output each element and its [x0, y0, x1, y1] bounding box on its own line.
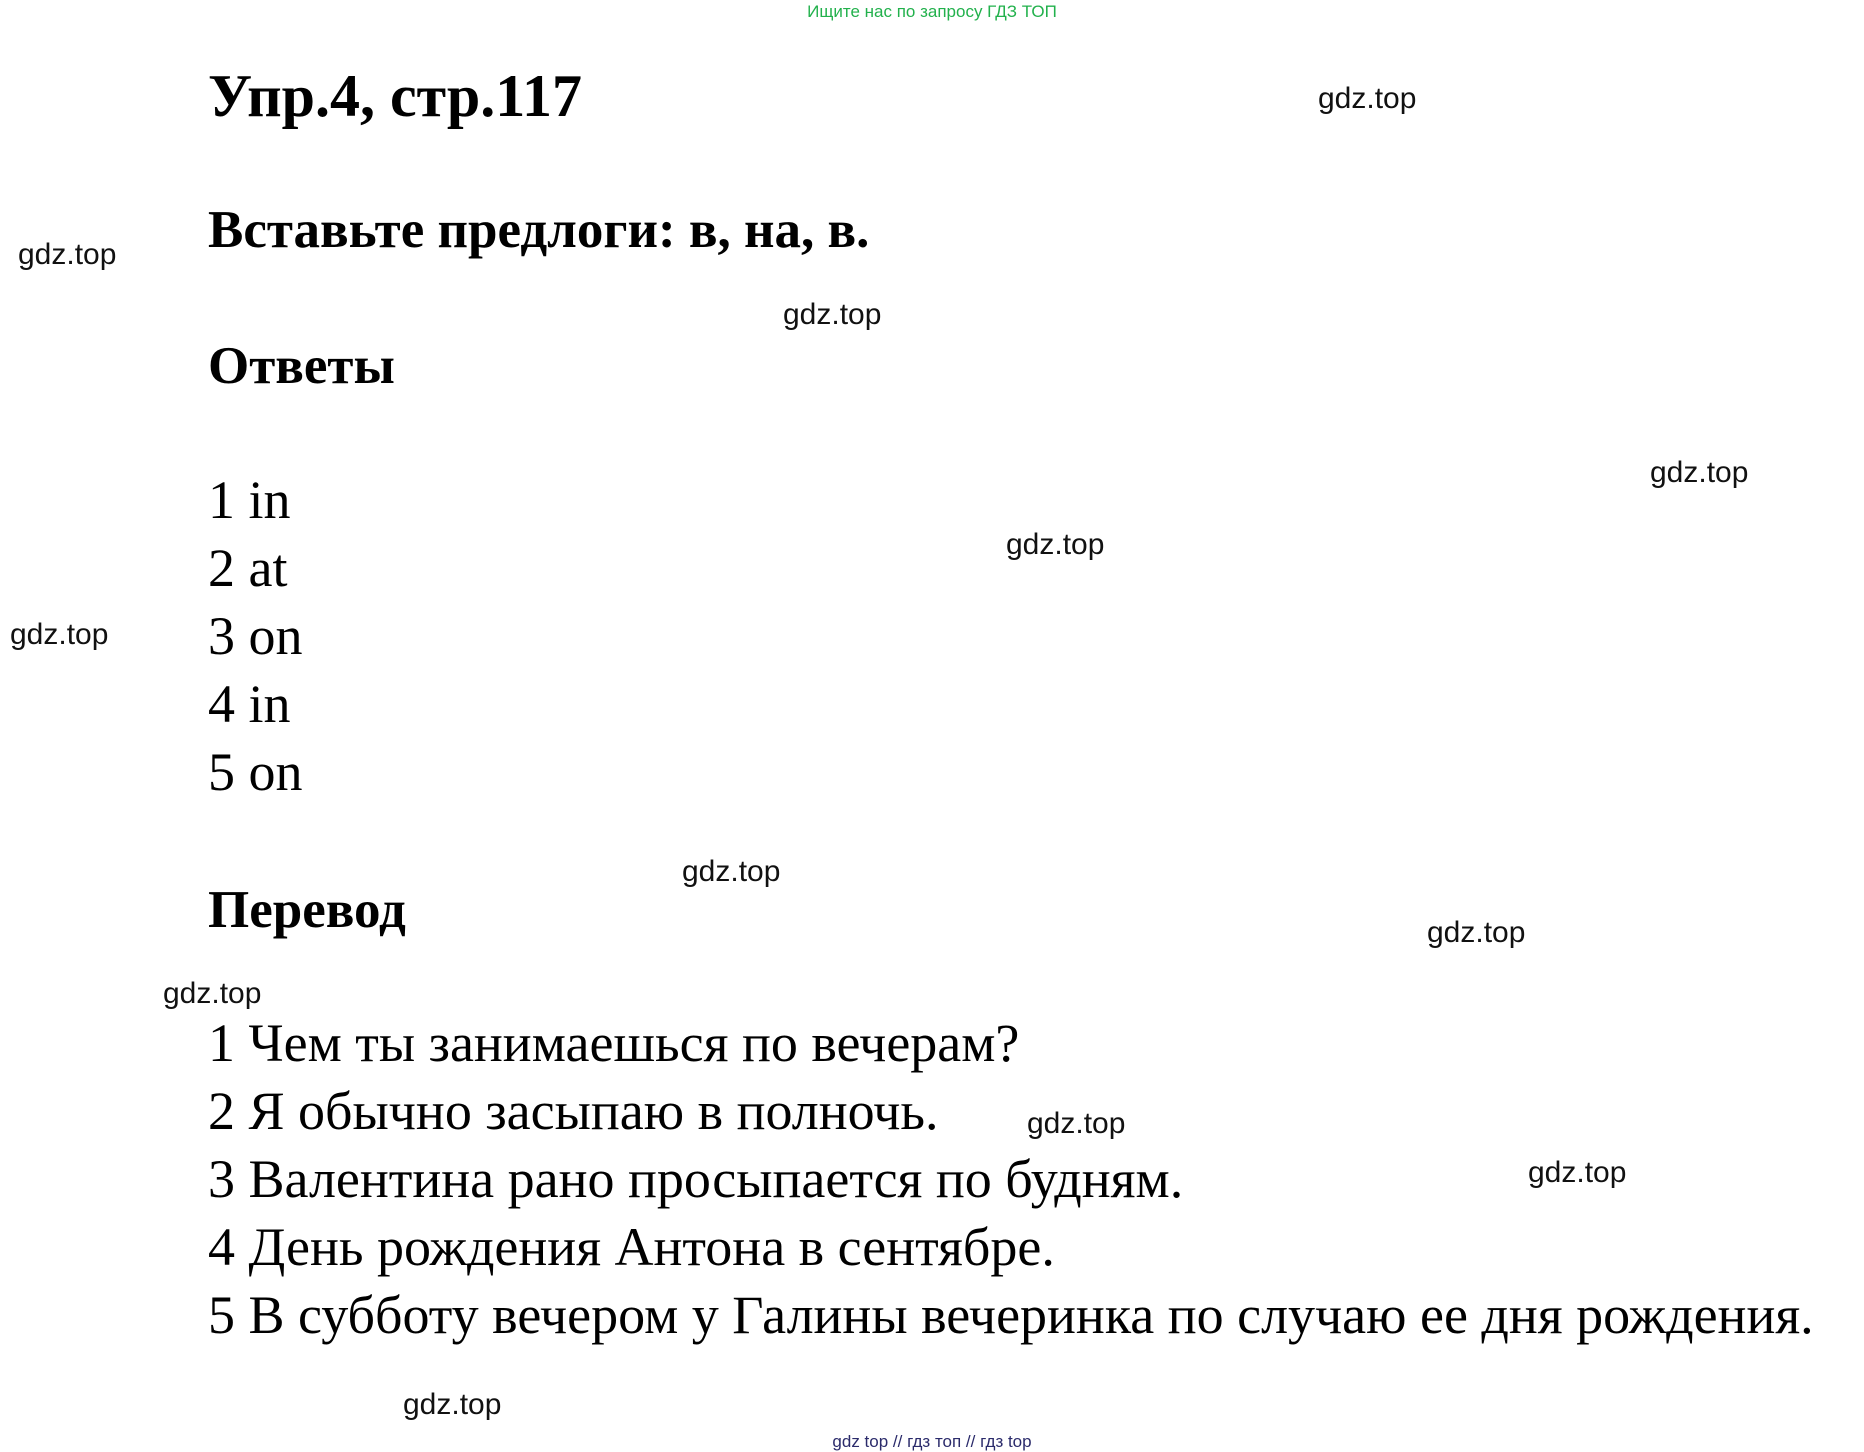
- watermark: gdz.top: [1650, 456, 1749, 489]
- answers-list: [208, 466, 303, 806]
- watermark: gdz.top: [403, 1388, 502, 1421]
- answer-item: 4 in: [208, 674, 291, 734]
- answers-heading: Ответы: [208, 337, 395, 395]
- translation-item: 4 День рождения Антона в сентябре.: [208, 1217, 1055, 1277]
- exercise-title: Упр.4, стр.117: [208, 63, 582, 129]
- instruction-text: Вставьте предлоги: в, на, в.: [208, 201, 870, 259]
- top-banner: Ищите нас по запросу ГДЗ ТОП: [807, 2, 1057, 21]
- watermark: gdz.top: [682, 855, 781, 888]
- watermark: gdz.top: [783, 298, 882, 331]
- answer-item: 5 on: [208, 742, 303, 802]
- answer-item: 1 in: [208, 470, 291, 530]
- watermark: gdz.top: [1006, 528, 1105, 561]
- translation-item: 3 Валентина рано просыпается по будням.: [208, 1149, 1184, 1209]
- translation-heading: Перевод: [208, 881, 406, 939]
- watermark: gdz.top: [1318, 82, 1417, 115]
- translation-item: 5 В субботу вечером у Галины вечеринка по случаю ее дня рождения.: [208, 1285, 1814, 1345]
- watermark: gdz.top: [1528, 1156, 1627, 1189]
- watermark: gdz.top: [18, 238, 117, 271]
- translation-item: 2 Я обычно засыпаю в полночь.: [208, 1081, 939, 1141]
- footer-text: gdz top // гдз топ // гдз top: [832, 1432, 1032, 1451]
- footer: [0, 1432, 1864, 1452]
- translation-item: 1 Чем ты занимаешься по вечерам?: [208, 1013, 1020, 1073]
- answer-item: 2 at: [208, 538, 288, 598]
- watermark: gdz.top: [1027, 1107, 1126, 1140]
- watermark: gdz.top: [1427, 916, 1526, 949]
- answer-item: 3 on: [208, 606, 303, 666]
- watermark: gdz.top: [10, 618, 109, 651]
- watermark: gdz.top: [163, 977, 262, 1010]
